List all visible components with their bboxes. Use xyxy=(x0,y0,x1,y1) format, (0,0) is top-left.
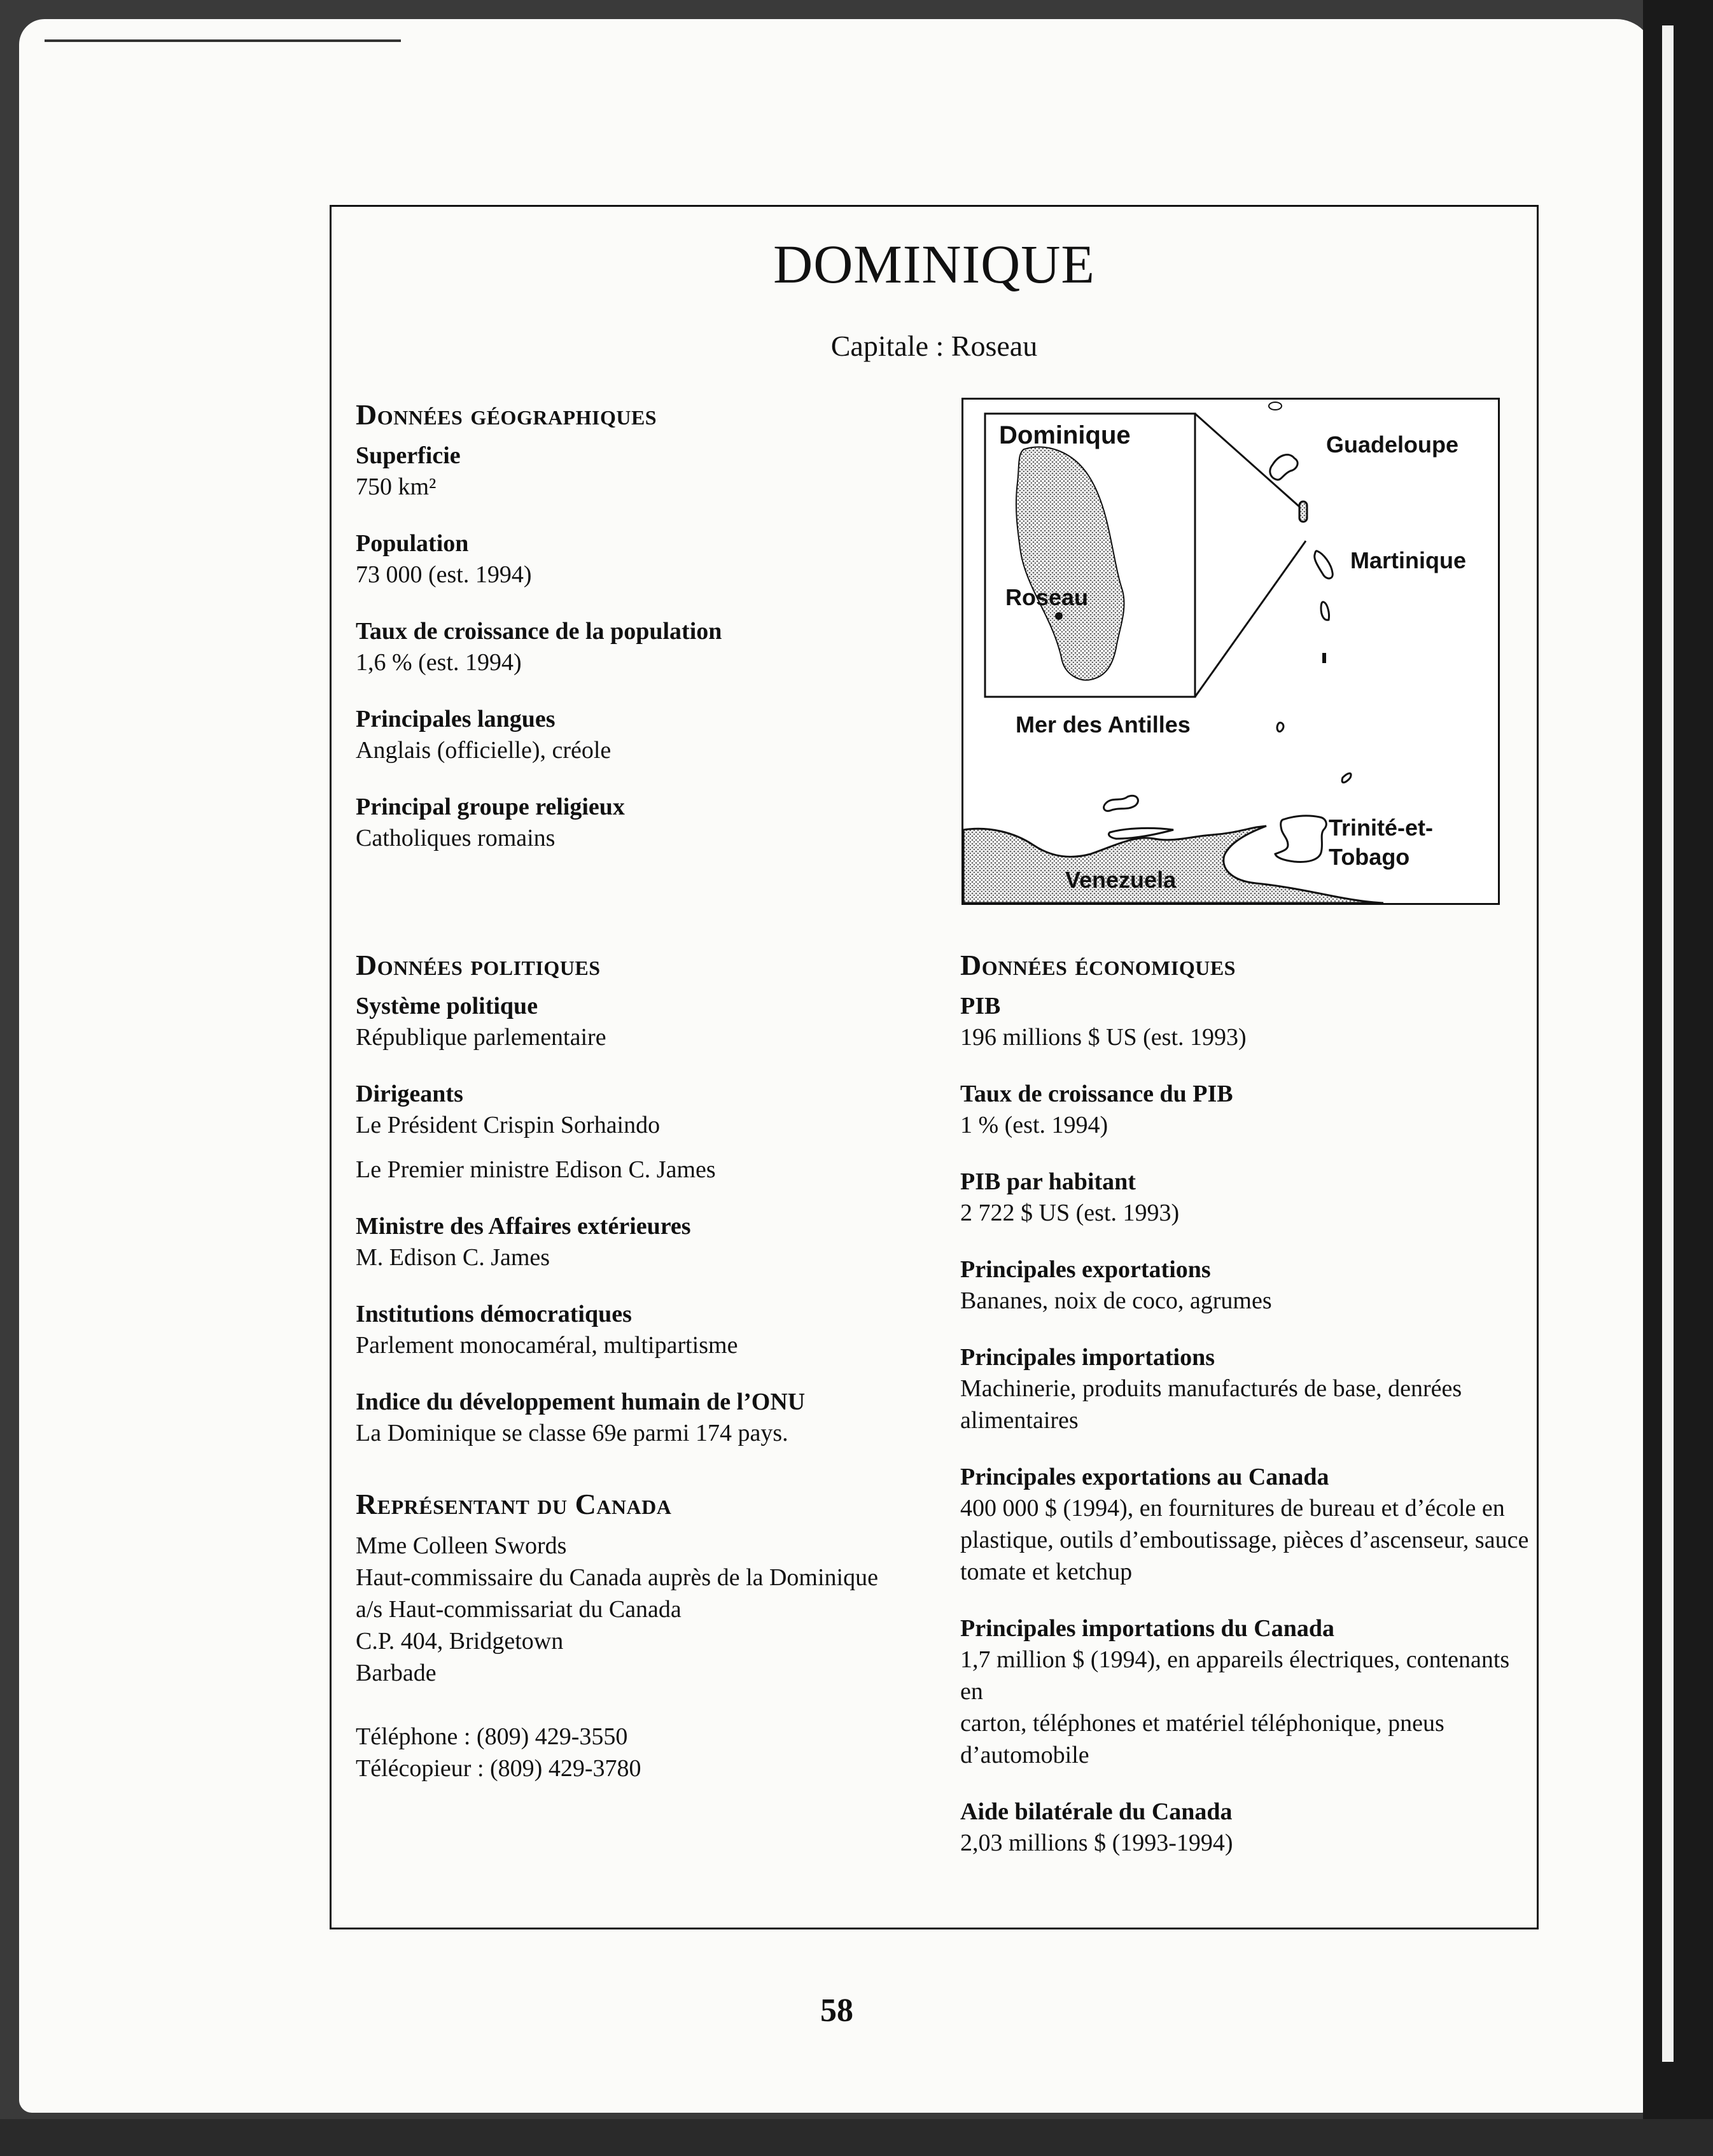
item-value: Le Président Crispin Sorhaindo xyxy=(356,1112,661,1138)
address-line: Barbade xyxy=(356,1660,437,1686)
item-label: Aide bilatérale du Canada xyxy=(960,1798,1233,1825)
item-label: Principales langues xyxy=(356,706,556,732)
politique-item xyxy=(356,1079,928,1186)
item-label: Principales importations xyxy=(960,1344,1215,1371)
economique-item xyxy=(960,1254,1533,1317)
map-label-trinite: Trinité-et- xyxy=(1329,815,1434,841)
item-value: 2 722 $ US (est. 1993) xyxy=(960,1200,1180,1226)
geo-item xyxy=(356,792,928,854)
region-map xyxy=(961,398,1500,905)
economique-heading: Données économiques xyxy=(960,949,1236,981)
item-value: 1,6 % (est. 1994) xyxy=(356,649,522,676)
representant-address xyxy=(356,1530,928,1689)
geo-section xyxy=(356,398,928,879)
map-label-venezuela: Venezuela xyxy=(1065,867,1177,893)
guadeloupe-island xyxy=(1270,455,1297,480)
economique-item xyxy=(960,991,1533,1053)
address-line: Haut-commissaire du Canada auprès de la Dominique xyxy=(356,1564,878,1591)
economique-item xyxy=(960,1166,1533,1229)
item-label: Système politique xyxy=(356,993,538,1019)
item-label: Principales importations du Canada xyxy=(960,1615,1335,1642)
item-label: Indice du développement humain de l’ONU xyxy=(356,1389,806,1415)
geo-item xyxy=(356,704,928,766)
item-label: Principales exportations au Canada xyxy=(960,1464,1329,1490)
item-value: Machinerie, produits manufacturés de base, denrées alimentaires xyxy=(960,1375,1462,1434)
top-rule xyxy=(45,39,401,42)
dominique-island xyxy=(1016,447,1124,680)
item-value: Anglais (officielle), créole xyxy=(356,737,612,764)
country-fact-box xyxy=(330,205,1539,1929)
economique-item xyxy=(960,1079,1533,1141)
book-spine xyxy=(1643,0,1713,2156)
item-value: Bananes, noix de coco, agrumes xyxy=(960,1287,1272,1314)
item-value: La Dominique se classe 69e parmi 174 pays. xyxy=(356,1420,788,1446)
islet xyxy=(1104,795,1138,811)
item-value: 400 000 $ (1994), en fournitures de bureau et d’école en plastique, outils d’emboutissage, pièces d’ascenseur, sauce tomate et ketchup xyxy=(960,1495,1529,1585)
politique-item xyxy=(356,1387,928,1449)
islet xyxy=(1342,773,1351,782)
address-line: a/s Haut-commissariat du Canada xyxy=(356,1596,682,1623)
map-label-tobago: Tobago xyxy=(1329,844,1410,870)
item-extra: Le Premier ministre Edison C. James xyxy=(356,1156,716,1183)
islet xyxy=(1322,653,1326,663)
trinidad-island xyxy=(1275,816,1326,862)
page-edge xyxy=(1662,25,1674,2062)
address-line: Mme Colleen Swords xyxy=(356,1532,567,1559)
item-value: 73 000 (est. 1994) xyxy=(356,561,532,588)
representant-heading: Représentant du Canada xyxy=(356,1488,672,1520)
economique-item xyxy=(960,1796,1533,1859)
politique-section xyxy=(356,948,928,1784)
geo-heading: Données géographiques xyxy=(356,398,657,431)
politique-item xyxy=(356,991,928,1053)
representant-contact xyxy=(356,1721,928,1784)
item-label: Superficie xyxy=(356,442,461,469)
peninsula xyxy=(1108,828,1173,839)
item-label: Ministre des Affaires extérieures xyxy=(356,1213,691,1240)
item-value: Catholiques romains xyxy=(356,825,556,851)
item-value: Parlement monocaméral, multipartisme xyxy=(356,1332,738,1359)
address-line: C.P. 404, Bridgetown xyxy=(356,1628,564,1655)
map-label-martinique: Martinique xyxy=(1350,547,1467,573)
document-page xyxy=(19,19,1654,2113)
item-value: 2,03 millions $ (1993-1994) xyxy=(960,1830,1233,1856)
connector-line xyxy=(1195,414,1301,508)
map-label-dominique: Dominique xyxy=(999,421,1131,449)
economique-section xyxy=(960,948,1533,1884)
item-label: Dirigeants xyxy=(356,1081,463,1107)
politique-item xyxy=(356,1299,928,1361)
islet xyxy=(1269,402,1282,410)
page-title: DOMINIQUE xyxy=(773,234,1095,295)
politique-heading: Données politiques xyxy=(356,949,601,981)
martinique-island xyxy=(1315,551,1333,578)
map-label-sea: Mer des Antilles xyxy=(1016,711,1191,738)
item-label: Principales exportations xyxy=(960,1256,1211,1283)
item-value: 1,7 million $ (1994), en appareils électriques, contenants en carton, téléphones et matériel téléphonique, pneus d’automobile xyxy=(960,1646,1510,1768)
geo-item xyxy=(356,440,928,503)
politique-item xyxy=(356,1211,928,1273)
item-label: Taux de croissance de la population xyxy=(356,618,722,645)
item-label: Taux de croissance du PIB xyxy=(960,1081,1233,1107)
roseau-dot xyxy=(1055,612,1063,620)
dominique-small xyxy=(1299,501,1307,522)
item-label: Principal groupe religieux xyxy=(356,794,625,820)
page-number: 58 xyxy=(820,1992,853,2029)
economique-item xyxy=(960,1462,1533,1588)
item-value: 1 % (est. 1994) xyxy=(960,1112,1108,1138)
geo-item xyxy=(356,528,928,591)
map-label-roseau: Roseau xyxy=(1005,584,1089,610)
telecopieur: Télécopieur : (809) 429-3780 xyxy=(356,1755,641,1782)
item-value: M. Edison C. James xyxy=(356,1244,550,1271)
economique-item xyxy=(960,1613,1533,1771)
item-value: République parlementaire xyxy=(356,1024,606,1051)
item-label: Population xyxy=(356,530,469,557)
map-label-guadeloupe: Guadeloupe xyxy=(1326,431,1459,458)
item-value: 196 millions $ US (est. 1993) xyxy=(960,1024,1247,1051)
capital-line: Capitale : Roseau xyxy=(830,330,1038,362)
item-label: PIB par habitant xyxy=(960,1168,1136,1195)
item-label: PIB xyxy=(960,993,1001,1019)
economique-item xyxy=(960,1342,1533,1436)
scan-border xyxy=(0,2119,1713,2156)
telephone: Téléphone : (809) 429-3550 xyxy=(356,1723,628,1750)
islet xyxy=(1277,723,1283,732)
item-value: 750 km² xyxy=(356,473,437,500)
geo-item xyxy=(356,616,928,678)
islet xyxy=(1321,602,1329,620)
item-label: Institutions démocratiques xyxy=(356,1301,632,1327)
connector-line xyxy=(1195,541,1306,697)
